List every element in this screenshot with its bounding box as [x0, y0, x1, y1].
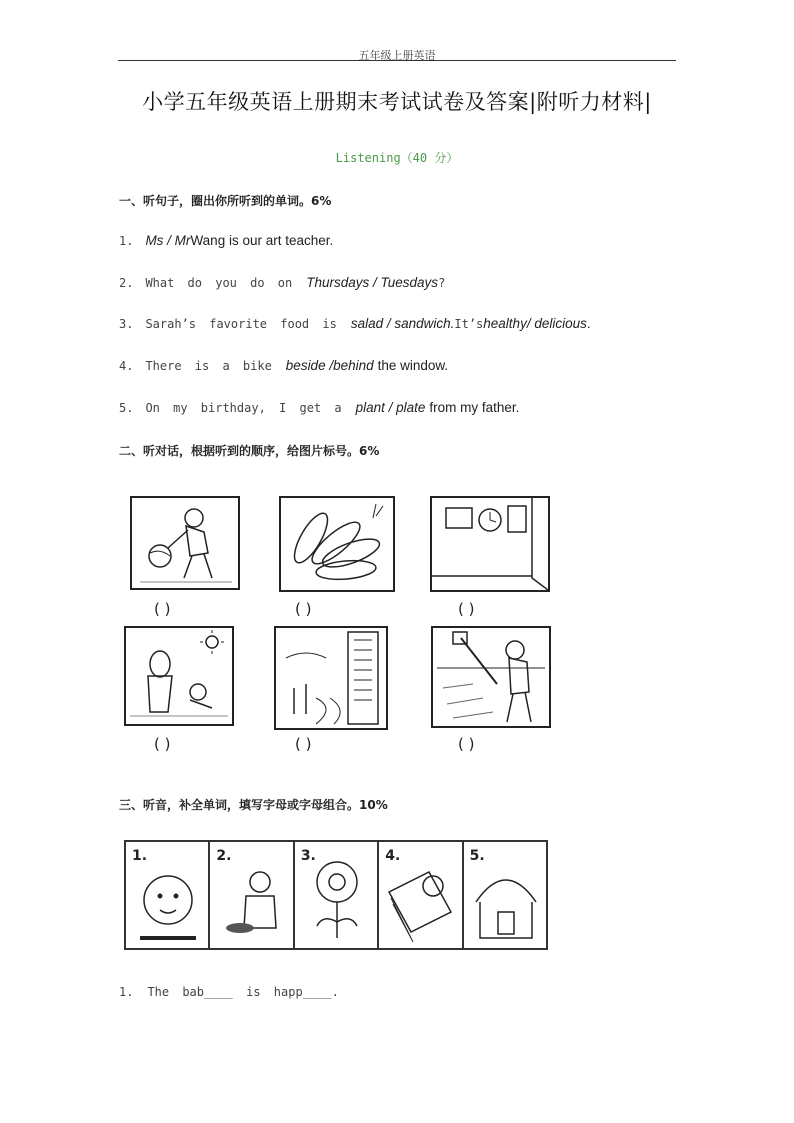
header-divider	[118, 60, 676, 61]
page-header: 五年级上册英语	[358, 49, 436, 62]
q3-options-1: salad / sandwich.	[350, 316, 455, 331]
section2-heading: 二、听对话，根据听到的顺序，给图片标号。6%	[119, 444, 380, 458]
section1-heading: 一、听句子，圈出你所听到的单词。6%	[119, 194, 332, 208]
question-2: 2. What do you do on Thursdays / Tuesdays?	[119, 275, 446, 290]
picture-city-river	[274, 626, 388, 730]
strip-cell-book-ball: 4.	[379, 842, 463, 948]
picture-girl-planting	[124, 626, 234, 726]
listening-label: Listening（40 分）	[335, 151, 459, 165]
q5-options: plant / plate	[355, 400, 426, 415]
strip-cell-house: 5.	[464, 842, 546, 948]
section3-heading: 三、听音，补全单词，填写字母或字母组合。10%	[119, 798, 388, 812]
answer-paren-6[interactable]: ( )	[458, 735, 475, 753]
question-5: 5. On my birthday, I get a plant / plate from my father.	[119, 400, 520, 415]
picture-man-digging	[431, 626, 551, 728]
question-4: 4. There is a bike beside /behind the window.	[119, 358, 449, 373]
picture-strip	[124, 840, 548, 950]
picture-carrots	[279, 496, 395, 592]
answer-paren-1[interactable]: ( )	[154, 600, 171, 618]
question-3: 3. Sarah’s favorite food is salad / sandwich.It’shealthy/ delicious.	[119, 316, 591, 331]
picture-room-wall	[430, 496, 550, 592]
strip-cell-baby: 1.	[126, 842, 210, 948]
strip-cell-man-eating: 2.	[210, 842, 294, 948]
q3-options-2: healthy/ delicious	[483, 316, 587, 331]
answer-paren-2[interactable]: ( )	[295, 600, 312, 618]
picture-boy-basketball	[130, 496, 240, 590]
answer-paren-4[interactable]: ( )	[154, 735, 171, 753]
strip-cell-flower: 3.	[295, 842, 379, 948]
q2-options: Thursdays / Tuesdays	[306, 275, 439, 290]
q4-options: beside /behind	[285, 358, 374, 373]
q1-options: Ms / Mr	[145, 233, 191, 248]
question-1: 1. Ms / MrWang is our art teacher.	[119, 233, 334, 248]
document-title: 小学五年级英语上册期末考试试卷及答案|附听力材料|	[142, 90, 652, 114]
answer-paren-5[interactable]: ( )	[295, 735, 312, 753]
section3-item-1: 1. The bab____ is happ____.	[119, 985, 339, 999]
answer-paren-3[interactable]: ( )	[458, 600, 475, 618]
